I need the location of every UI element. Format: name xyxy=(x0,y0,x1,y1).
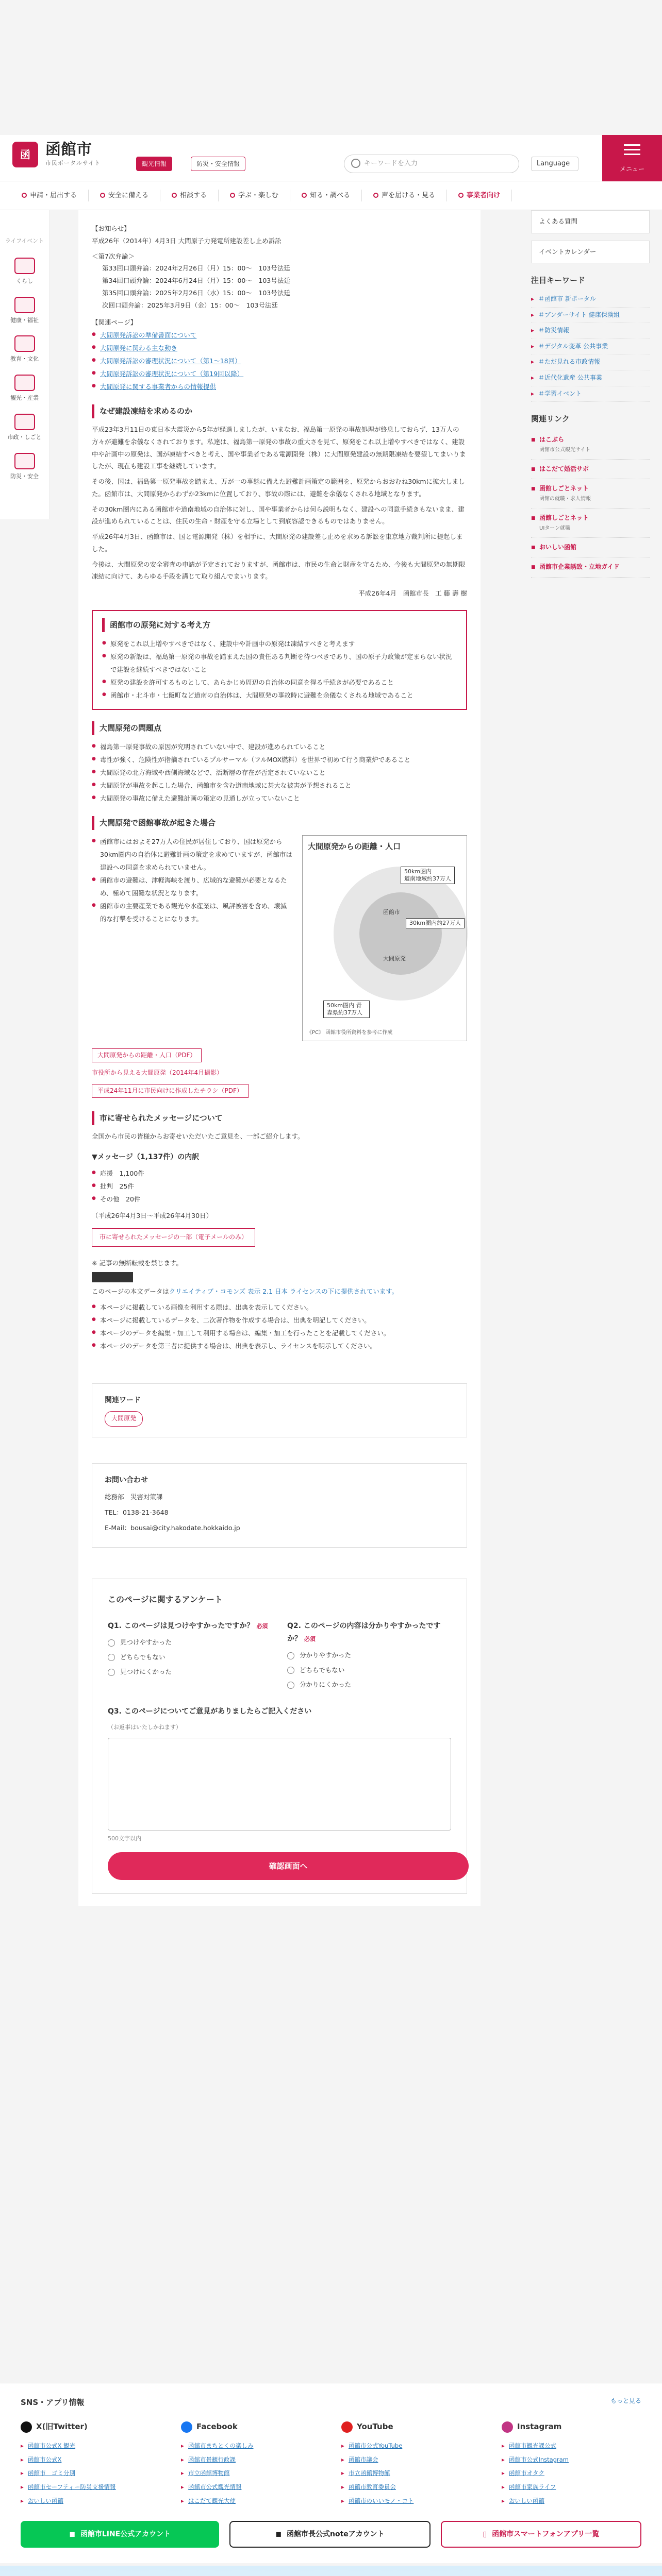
megaphone-icon xyxy=(373,193,378,198)
license-text: このページの本文データはクリエイティブ・コモンズ 表示 2.1 日本 ライセンスの下に提供されています。 xyxy=(92,1287,399,1296)
messages-count-title: ▼メッセージ（1,137件）の内訳 xyxy=(92,1153,200,1162)
main-content xyxy=(78,210,481,1906)
q1-option[interactable]: 見つけにくかった xyxy=(108,1666,272,1678)
messages-link[interactable]: 市に寄せられたメッセージの一部（電子メールのみ） xyxy=(92,1228,255,1247)
list-item: ● 原発の新設は、福島第一原発の事故を踏まえた国の責任ある判断を待つべきであり、国の原子力政策が定まらない状況で建設を継続すべきではないこと xyxy=(102,650,457,676)
sns-col-instagram: Instagram ▸ 函館市観光課公式 ▸ 函館市公式Instagram ▸ 函館市オタク ▸ 函館市家族ライフ ▸ おいしい函館 xyxy=(502,2420,641,2507)
keywords-list xyxy=(531,292,650,402)
map-title: 大間原発からの距離・人口 xyxy=(308,841,401,851)
keyword-link[interactable]: ▸ ＃デジタル変革 公共事業 xyxy=(531,339,650,355)
list-item: ● 大間原発が事故を起こした場合、函館市を含む道南地域に甚大な被害が予想されること xyxy=(92,779,467,792)
list-item: ● 本ページのデータを編集・加工して利用する場合は、編集・加工を行ったことを記載してください。 xyxy=(92,1327,467,1340)
list-item: ● 本ページのデータを第三者に提供する場合は、出典を表示し、ライセンスを明示してください。 xyxy=(92,1340,467,1352)
briefcase-icon xyxy=(458,193,464,198)
rail-item-tourism[interactable]: 観光・産業 xyxy=(0,369,49,409)
keyword-pill[interactable]: 大間原発 xyxy=(105,1411,143,1427)
q1-title: Q1. このページは見つけやすかったですか？ 必須 xyxy=(108,1622,268,1631)
schedule-item: 第34回口頭弁論：2024年6月24日（月）15：00〜 103号法廷 xyxy=(102,277,290,284)
related-site-link[interactable]: ■ はこぶら 函館市公式観光サイト xyxy=(531,430,650,460)
survey-title: このページに関するアンケート xyxy=(108,1595,223,1605)
cc-license-icon xyxy=(92,1272,133,1282)
info-icon xyxy=(302,193,307,198)
keywords-title: 注目キーワード xyxy=(531,276,586,285)
q3-title: Q3. このページについてご意見がありましたらご記入ください xyxy=(108,1707,312,1716)
shield-icon xyxy=(100,193,105,198)
sns-link[interactable]: ▸ 函館市まちとくの楽しみ xyxy=(181,2439,321,2453)
related-words-title: 関連ワード xyxy=(105,1396,141,1405)
chat-icon xyxy=(172,193,177,198)
rail-item-health[interactable]: 健康・福祉 xyxy=(0,292,49,331)
sns-link[interactable]: ▸ 函館市 ゴミ分別 xyxy=(21,2466,160,2480)
section-heading-messages: 市に寄せられたメッセージについて xyxy=(92,1111,467,1125)
distance-map xyxy=(302,835,467,1041)
q1-option[interactable]: どちらでもない xyxy=(108,1652,272,1664)
policy-list xyxy=(102,637,457,702)
list-item xyxy=(92,354,467,367)
related-link[interactable]: 大間原発訴訟の準備書面について xyxy=(100,331,197,339)
hakodate-label: 函館市 xyxy=(383,908,400,916)
accident-section xyxy=(92,835,467,1041)
sns-section xyxy=(0,2383,662,2563)
related-link[interactable]: 大間原発に関わる主な動き xyxy=(100,344,178,352)
related-link[interactable]: 大間原発に関する事業者からの情報提供 xyxy=(100,383,217,391)
sns-link[interactable]: ▸ 市立函館博物館 xyxy=(181,2466,321,2480)
q3-note: （お返事はいたしかねます） xyxy=(108,1724,181,1731)
sns-title: SNS・アプリ情報 xyxy=(21,2398,85,2407)
notice-body: 平成26年（2014年）4月3日 大間原子力発電所建設差し止め訴訟 xyxy=(92,236,282,245)
line-icon: ◼ xyxy=(69,2530,75,2538)
note-banner[interactable]: ◼ 函館市長公式noteアカウント xyxy=(229,2521,430,2548)
right-sidebar xyxy=(531,210,650,578)
list-item: ● 大間原発の北方海域や西側海域などで、活断層の存在が否定されていないこと xyxy=(92,766,467,779)
list-item: ● 批判 25件 xyxy=(92,1180,467,1193)
related-pages-list xyxy=(92,329,467,393)
book-icon xyxy=(230,193,235,198)
related-link[interactable]: 大間原発訴訟の審理状況について（第19回以降） xyxy=(100,370,244,378)
schedule-list xyxy=(92,262,467,311)
faq-link[interactable]: よくある質問 xyxy=(531,210,650,233)
sns-link[interactable]: ▸ 函館市公式X xyxy=(21,2453,160,2467)
q1-option[interactable]: 見つけやすかった xyxy=(108,1637,272,1649)
document-icon xyxy=(22,193,27,198)
q2-title: Q2. このページの内容は分かりやすかったですか？ 必須 xyxy=(287,1622,441,1643)
list-item: ● 福島第一原発事故の原因が究明されていない中で、建設が進められていること xyxy=(92,740,467,753)
language-select[interactable]: Language xyxy=(531,157,578,171)
pdf-links xyxy=(92,1046,467,1100)
keyword-link[interactable]: ▸ ＃防災情報 xyxy=(531,323,650,339)
issues-list xyxy=(92,740,467,805)
related-links-list xyxy=(531,430,650,578)
notice-title: 【お知らせ】 xyxy=(92,225,130,232)
cc-badge xyxy=(92,1272,467,1282)
list-item: ● 函館市・北斗市・七飯町など道南の自治体は、大間原発の事故時に避難を余儀なくされる地域であること xyxy=(102,689,457,702)
list-item: ● その他 20件 xyxy=(92,1193,467,1206)
gnav-apply[interactable]: 申請・届出する xyxy=(10,190,89,201)
sns-link[interactable]: ▸ 函館市観光課公式 xyxy=(502,2439,641,2453)
rail-heading: ライフイベント xyxy=(5,238,44,244)
note-icon: ◼ xyxy=(275,2530,282,2538)
contact-title: お問い合わせ xyxy=(105,1476,148,1484)
instagram-icon xyxy=(502,2421,513,2433)
license-list xyxy=(92,1301,467,1352)
sns-link[interactable]: ▸ 函館市オタク xyxy=(502,2466,641,2480)
radio-icon xyxy=(108,1639,115,1647)
ring30-label: 30km圏内約27万人 xyxy=(406,918,465,928)
rail-item-disaster[interactable]: 防災・安全 xyxy=(0,448,49,487)
keyword-link[interactable]: ▸ ＃ただ見れる市政情報 xyxy=(531,354,650,370)
sns-col-youtube: YouTube ▸ 函館市公式YouTube ▸ 函館市議会 ▸ 市立函館博物館 ▸ 函館市教育委員会 ▸ 函館市のいいモノ・コト xyxy=(341,2420,481,2507)
facebook-icon xyxy=(181,2421,192,2433)
search-input[interactable]: キーワードを入力 xyxy=(344,155,519,173)
q2-option[interactable]: 分かりにくかった xyxy=(287,1679,451,1691)
hamburger-icon xyxy=(624,144,640,158)
contact-card xyxy=(92,1463,467,1548)
messages-period: （平成26年4月3日〜平成26年4月30日） xyxy=(92,1212,213,1220)
menu-label: メニュー xyxy=(619,165,644,173)
paragraph: その30km圏内にある函館市や道南地域の自治体に対し、国や事業者からは何ら説明もなく、建設への同意手続きもないまま、建設が進められていることは、住民の生命・財産を守る立場として到底容認できるものではありません。 xyxy=(92,505,465,526)
submit-button[interactable]: 確認画面へ xyxy=(108,1852,469,1880)
related-link[interactable]: 大間原発訴訟の審理状況について（第1〜18回） xyxy=(100,357,241,365)
keyword-link[interactable]: ▸ ＃ブンダーサイト 健康保険組 xyxy=(531,308,650,324)
list-item: ● 応援 1,100件 xyxy=(92,1167,467,1180)
list-item: ● 本ページに掲載している画像を利用する際は、出典を表示してください。 xyxy=(92,1301,467,1314)
section-heading-issues: 大間原発の問題点 xyxy=(92,721,467,735)
house-icon xyxy=(14,258,35,274)
heart-icon xyxy=(14,297,35,313)
disaster-tag-button[interactable]: 防災・安全情報 xyxy=(191,157,245,171)
related-words-card xyxy=(92,1383,467,1437)
related-site-link[interactable]: ■ 函館市企業誘致・立地ガイド xyxy=(531,557,650,578)
sns-link[interactable]: ▸ 函館市公式観光情報 xyxy=(181,2480,321,2494)
sns-col-x: X(旧Twitter) ▸ 函館市公式X 観光 ▸ 函館市公式X ▸ 函館市 ゴミ分別 ▸ 函館市セーフティー防災支援情報 ▸ おいしい函館 xyxy=(21,2420,160,2507)
keyword-link[interactable]: ▸ ＃近代化遺産 公共事業 xyxy=(531,370,650,386)
oma-label: 大間原発 xyxy=(383,955,406,962)
schedule-item: 第33回口頭弁論：2024年2月26日（月）15：00〜 103号法廷 xyxy=(102,264,290,273)
schedule-item: 第35回口頭弁論：2025年2月26日（水）15：00〜 103号法廷 xyxy=(102,289,290,297)
section-heading-why: なぜ建設凍結を求めるのか xyxy=(92,404,467,418)
contact-email[interactable]: E-Mail：bousai@city.hakodate.hokkaido.jp xyxy=(105,1523,240,1532)
sns-col-facebook: Facebook ▸ 函館市まちとくの楽しみ ▸ 函館市景観行政課 ▸ 市立函館博物館 ▸ 函館市公式観光情報 ▸ はこだて観光大使 xyxy=(181,2420,321,2507)
schedule-item: 次回口頭弁論：2025年3月9日（金）15：00〜 103号法廷 xyxy=(102,301,278,309)
radio-icon xyxy=(108,1669,115,1676)
ring50-label: 50km圏内 道南地域約37万人 xyxy=(401,867,455,885)
school-icon xyxy=(14,335,35,352)
pdf-link[interactable]: 市役所から見える大間原発（2014年4月撮影） xyxy=(92,1066,228,1080)
license-link[interactable]: クリエイティブ・コモンズ 表示 2.1 日本 ライセンスの下に提供されています。 xyxy=(169,1287,399,1296)
alert-icon xyxy=(14,453,35,469)
pdf-link[interactable]: 平成24年11月に市民向けに作成したチラシ（PDF） xyxy=(92,1084,249,1098)
section-heading-accident: 大間原発で函館事故が起きた場合 xyxy=(92,816,467,830)
city-illustration xyxy=(0,2566,662,2576)
list-item xyxy=(92,367,467,380)
radio-icon xyxy=(287,1682,294,1689)
contact-tel: TEL：0138-21-3648 xyxy=(105,1508,169,1516)
youtube-icon xyxy=(341,2421,353,2433)
q2-option[interactable]: どちらでもない xyxy=(287,1665,451,1676)
keyword-link[interactable]: ▸ ＃函館市 新ポータル xyxy=(531,292,650,308)
global-nav xyxy=(0,181,662,210)
list-item: ● 函館市の主要産業である観光や水産業は、風評被害を含め、壊滅的な打撃を受けることになります。 xyxy=(92,900,293,925)
related-site-link[interactable]: ■ はこだて婚活サポ xyxy=(531,460,650,480)
policy-box xyxy=(92,610,467,710)
sns-link[interactable]: ▸ 函館市のいいモノ・コト xyxy=(341,2494,481,2508)
paragraph: その後、国は、福島第一原発事故を踏まえ、万が一の事態に備えた避難計画策定の範囲を、原発からおおむね30kmに拡大しました。函館市は、大間原発からわずか23kmに位置しており、事故の際には、避難を余儀なくされる地域となります。 xyxy=(92,478,465,498)
x-icon xyxy=(21,2421,32,2433)
paragraph: 全国から市民の皆様からお寄せいただいたご意見を、一部ご紹介します。 xyxy=(92,1132,304,1141)
char-limit: 500文字以内 xyxy=(108,1835,141,1842)
sns-link[interactable]: ▸ 函館市公式X 観光 xyxy=(21,2439,160,2453)
rail-item-education[interactable]: 教育・文化 xyxy=(0,330,49,369)
smartphone-icon: ▯ xyxy=(483,2530,487,2538)
paragraph: 平成23年3月11日の東日本大震災から5年が経過しましたが、いまなお、福島第一原発の事故処理が終息しておらず、13万人の方々が避難を余儀なくされております。私達は、福島第一原発の事故の重大さを見て、原発をこれ以上増やすべきではなく、建設中や計画中の原発は、国が凍結すべきと考え、国や事業者である電源開発（株）に大間原発建設の無期限凍結を要望してまいりましたが、現在も建設工事を継続しています。 xyxy=(92,426,466,470)
q2-option[interactable]: 分かりやすかった xyxy=(287,1650,451,1662)
site-title: 函館市 xyxy=(45,141,92,159)
rail-item-life[interactable]: くらし xyxy=(0,252,49,292)
sns-link[interactable]: ▸ 函館市景観行政課 xyxy=(181,2453,321,2467)
gnav-consult[interactable]: 相談する xyxy=(160,190,219,201)
sns-link[interactable]: ▸ 函館市家族ライフ xyxy=(502,2480,641,2494)
sns-link[interactable]: ▸ おいしい函館 xyxy=(502,2494,641,2508)
category-rail xyxy=(0,210,49,519)
pdf-link[interactable]: 大間原発からの距離・人口（PDF） xyxy=(92,1048,202,1063)
logo-mark: 函 xyxy=(12,142,38,167)
event-calendar-link[interactable]: イベントカレンダー xyxy=(531,241,650,264)
tourism-tag-button[interactable]: 観光情報 xyxy=(136,157,172,171)
sns-link[interactable]: ▸ 函館市教育委員会 xyxy=(341,2480,481,2494)
app-banner[interactable]: ▯ 函館市スマートフォンアプリ一覧 xyxy=(441,2521,641,2548)
sns-link[interactable]: ▸ 函館市公式YouTube xyxy=(341,2439,481,2453)
list-item: ● 原発の建設を許可するものとして、あらかじめ周辺の自治体の同意を得る手続きが必要であること xyxy=(102,676,457,689)
paragraph: 今後は、大間原発の安全審査の申請が予定されておりますが、函館市は、市民の生命と財産を守るため、今後も大間原発の無期限凍結に向けて、あらゆる手段を講じて取り組んでまいります。 xyxy=(92,560,466,581)
gnav-safety[interactable]: 安全に備える xyxy=(89,190,160,201)
list-item: ● 函館市の避難は、津軽海峡を渡り、広域的な避難が必要となるため、極めて困難な状況となります。 xyxy=(92,874,293,900)
site-logo[interactable] xyxy=(12,141,101,168)
related-site-link[interactable]: ■ おいしい函館 xyxy=(531,538,650,558)
sns-link[interactable]: ▸ はこだて観光大使 xyxy=(181,2494,321,2508)
building-icon xyxy=(14,414,35,430)
contact-dept: 総務部 災害対策課 xyxy=(105,1493,163,1501)
gnav-business[interactable]: 事業者向け xyxy=(447,190,512,201)
sns-link[interactable]: ▸ 函館市議会 xyxy=(341,2453,481,2467)
accident-list xyxy=(92,835,293,1041)
rail-item-government[interactable]: 市政・しごと xyxy=(0,409,49,448)
menu-button[interactable] xyxy=(602,135,662,181)
ring-aomori-label: 50km圏内 青森県約37万人 xyxy=(323,1001,370,1019)
keyword-link[interactable]: ▸ ＃学習イベント xyxy=(531,386,650,402)
map-caption: 《PC》 函館市役所資料を参考に作成 xyxy=(307,1029,393,1036)
site-subtitle: 市民ポータルサイト xyxy=(45,160,101,166)
related-site-link[interactable]: ■ 函館しごとネット UIターン就職 xyxy=(531,509,650,538)
gnav-voice[interactable]: 声を届ける・見る xyxy=(362,190,447,201)
sns-link[interactable]: ▸ 函館市セーフティー防災支援情報 xyxy=(21,2480,160,2494)
radio-icon xyxy=(287,1652,294,1659)
comment-textarea[interactable] xyxy=(108,1738,451,1831)
line-banner[interactable]: ◼ 函館市LINE公式アカウント xyxy=(21,2521,219,2548)
list-item xyxy=(92,329,467,342)
sns-link[interactable]: ▸ 函館市公式Instagram xyxy=(502,2453,641,2467)
list-item xyxy=(92,380,467,393)
section-heading-policy: 函館市の原発に対する考え方 xyxy=(102,618,457,632)
factory-icon xyxy=(14,375,35,391)
list-item: ● 大間原発の事故に備えた避難計画の策定の見通しが立っていないこと xyxy=(92,792,467,805)
gnav-know[interactable]: 知る・調べる xyxy=(290,190,362,201)
search-icon xyxy=(351,159,360,168)
list-item: ● 函館市にはおよそ27万人の住民が居住しており、国は原発から30km圏内の自治体に避難計画の策定を求めていますが、函館市は建設への同意を求められていません。 xyxy=(92,835,293,874)
survey-form xyxy=(92,1579,467,1893)
list-item: ● 毒性が強く、危険性が指摘されているプルサーマル（フルMOX燃料）を世界で初めて行う商業炉であること xyxy=(92,753,467,766)
list-item: ● 本ページに掲載しているデータを、二次著作物を作成する場合は、出典を明記してください。 xyxy=(92,1314,467,1327)
related-site-link[interactable]: ■ 函館しごとネット 函館の就職・求人情報 xyxy=(531,479,650,509)
list-item xyxy=(92,342,467,354)
copyright-note: ※ 記事の無断転載を禁じます。 xyxy=(92,1259,183,1267)
sns-link[interactable]: ▸ おいしい函館 xyxy=(21,2494,160,2508)
related-links-title: 関連リンク xyxy=(531,414,570,424)
sns-link[interactable]: ▸ 市立函館博物館 xyxy=(341,2466,481,2480)
related-pages-title: 【関連ページ】 xyxy=(92,318,137,327)
signature: 平成26年4月 函館市長 工 藤 壽 樹 xyxy=(358,589,467,597)
sns-more-link[interactable]: もっと見る xyxy=(610,2397,641,2404)
messages-list xyxy=(92,1167,467,1206)
schedule-title: ＜第7次弁論＞ xyxy=(92,252,135,260)
radio-icon xyxy=(287,1667,294,1674)
radio-icon xyxy=(108,1654,115,1661)
gnav-learn[interactable]: 学ぶ・楽しむ xyxy=(219,190,290,201)
list-item: ● 原発をこれ以上増やすべきではなく、建設中や計画中の原発は凍結すべきと考えます xyxy=(102,637,457,650)
paragraph: 平成26年4月3日、函館市は、国と電源開発（株）を相手に、大間原発の建設差し止めを求める訴訟を東京地方裁判所に提起しました。 xyxy=(92,533,463,553)
